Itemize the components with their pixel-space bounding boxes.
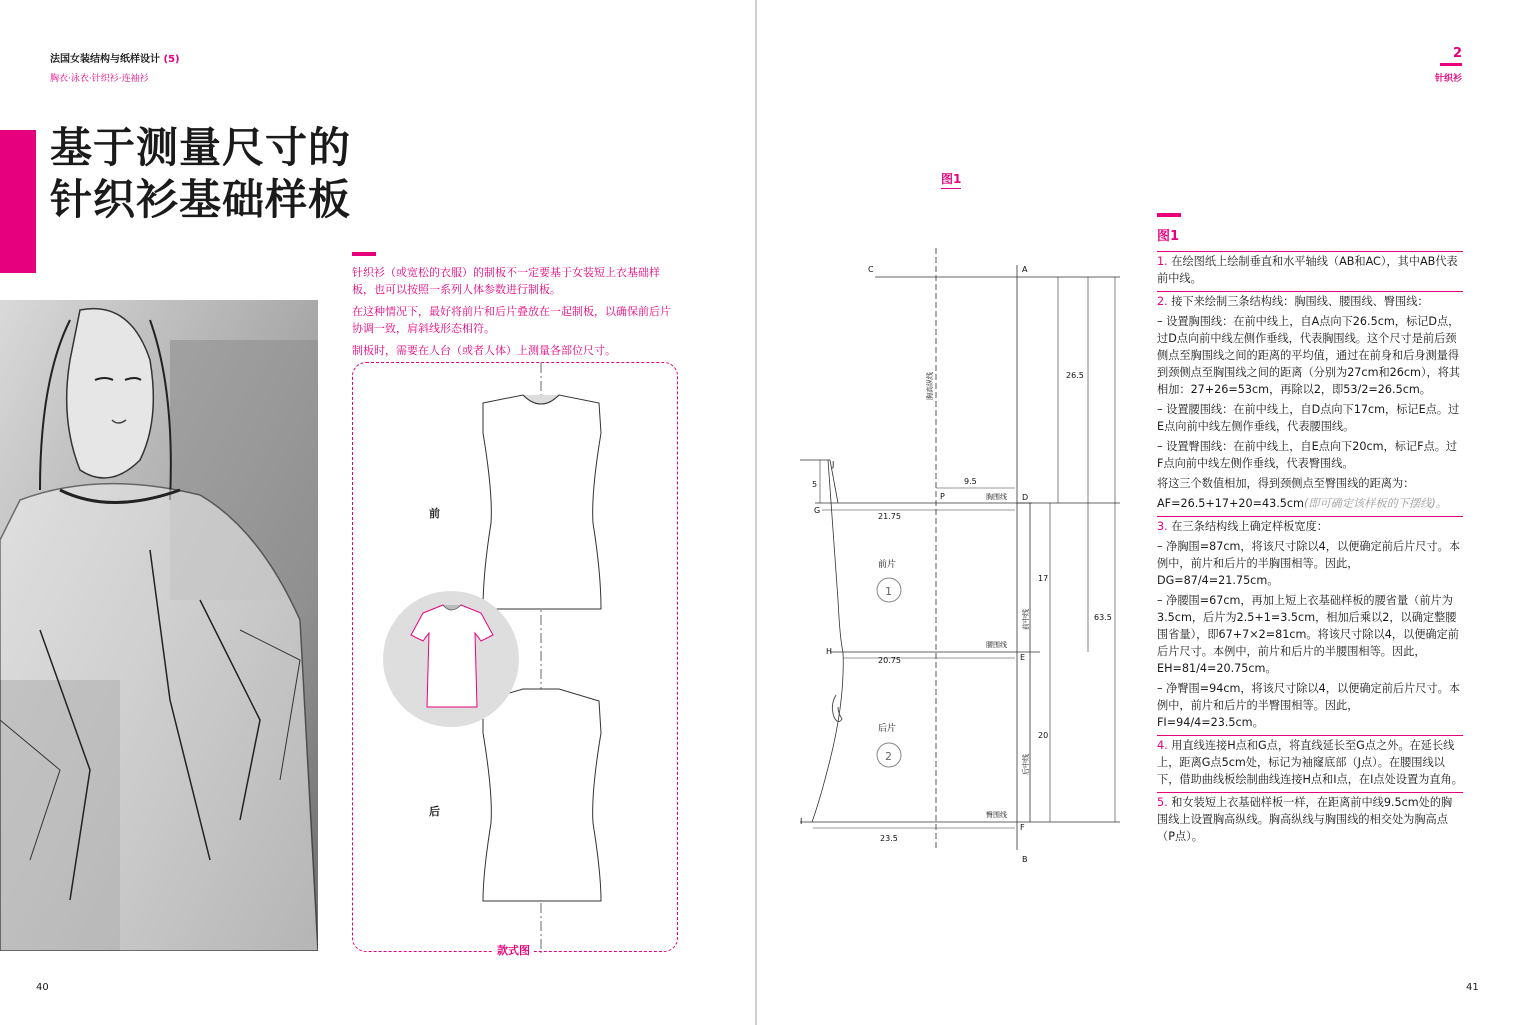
- point-h: H: [826, 647, 833, 656]
- dim-9-5: 9.5: [964, 477, 977, 486]
- pattern-draft-diagram: [790, 240, 1130, 870]
- page-gutter: [755, 0, 757, 1025]
- dim-26-5: 26.5: [1066, 371, 1084, 380]
- style-figure-frame: [352, 362, 678, 957]
- instruction-text: [1157, 228, 1463, 848]
- instruction-step-4: 4. 用直线连接H点和G点，将直线延长至G点之外。在延长线上，距离G点5cm处，标记为袖窿底部（J点）。在腰围线以下，借助曲线板绘制曲线连接H点和I点，在I点处设置为直角。: [1157, 736, 1463, 793]
- point-j: J: [832, 460, 835, 469]
- dim-17: 17: [1038, 574, 1049, 583]
- af-formula: AF=26.5+17+20=43.5cm: [1157, 497, 1304, 510]
- page-number-left: 40: [36, 982, 49, 993]
- dim-63-5: 63.5: [1094, 613, 1112, 622]
- dim-20-75: 20.75: [878, 656, 901, 665]
- point-p: P: [940, 492, 945, 501]
- title-line-2: 针织衫基础样板: [50, 175, 352, 224]
- instruction-step-5: 5. 和女装短上衣基础样板一样，在距离前中线9.5cm处的胸围线上设置胸高纵线。胸高纵线与胸围线的相交处为胸高点（P点）。: [1157, 796, 1453, 843]
- fashion-sketch-illustration: [0, 300, 318, 951]
- french-curve-icon: [832, 695, 842, 722]
- point-a: A: [1022, 265, 1028, 274]
- chapter-accent-bar: [1440, 63, 1462, 66]
- point-e: E: [1020, 653, 1026, 662]
- intro-para-3: 制板时，需要在人台（或者人体）上测量各部位尺寸。: [352, 344, 616, 357]
- dim-20: 20: [1038, 731, 1049, 740]
- waist-line-label: 腰围线: [986, 641, 1007, 649]
- dim-23-5: 23.5: [880, 834, 898, 843]
- figure-label: 图1: [941, 170, 961, 189]
- chapter-number: 2: [1452, 46, 1462, 61]
- point-b: B: [1022, 855, 1028, 864]
- bust-line-label: 胸围线: [986, 493, 1007, 501]
- dim-21-75: 21.75: [878, 512, 901, 521]
- style-figure-caption: 款式图: [493, 942, 534, 958]
- page-title: [50, 122, 351, 226]
- point-f: F: [1020, 823, 1025, 832]
- instruction-heading: 图1: [1157, 229, 1180, 244]
- book-header: [50, 50, 180, 65]
- center-front-line-label: 前中线: [1022, 609, 1030, 630]
- volume-number: (5): [163, 54, 180, 65]
- point-d: D: [1022, 493, 1029, 502]
- instruction-step-3: 3. 在三条结构线上确定样板宽度： – 净胸围=87cm，将该尺寸除以4，以便确定前后片尺寸。本例中，前片和后片的半胸围相等。因此，DG=87/4=21.75cm。 – 净腰围=67cm，再加上短上衣基础样板的腰省量（前片为3.5cm，后片为2.5+1=3.5cm，相加后乘以2，以确定整腰围省量），即67+7×2=81cm。将该尺寸除以4，以便确定前后片尺寸。本例中，前片和后片的半腰围相等。因此，EH=81/4=20.75cm。 – 净臀围=94cm，将该尺寸除以4，以便确定前后片尺寸。本例中，前片和后片的半臀围相等。因此，FI=94/4=23.5cm。: [1157, 517, 1463, 736]
- intro-para-2: 在这种情况下，最好将前片和后片叠放在一起制板，以确保前后片协调一致，肩斜线形态相符。: [352, 305, 671, 335]
- instruction-step-2: 2. 接下来绘制三条结构线：胸围线、腰围线、臀围线： – 设置胸围线：在前中线上，自A点向下26.5cm，标记D点，过D点向前中线左侧作垂线，代表胸围线。这个尺寸是前后颈侧点至胸围线之间的距离的平均值，通过在前身和后身测量得到颈侧点至胸围线之间的距离（分别为27cm和26cm），将其相加：27+26=53cm，再除以2，即53/2=26.5cm。 – 设置腰围线：在前中线上，自D点向下17cm，标记E点。过E点向前中线左侧作垂线，代表腰围线。 – 设置臀围线：在前中线上，自E点向下20cm，标记F点。过F点向前中线左侧作垂线，代表臀围线。 将这三个数值相加，得到颈侧点至臀围线的距离为： AF=26.5+17+20=43.5cm(即可确定该样板的下摆线)。: [1157, 292, 1463, 517]
- point-i: I: [800, 817, 803, 826]
- instruction-step-1: 1. 在绘图纸上绘制垂直和水平轴线（AB和AC），其中AB代表前中线。: [1157, 251, 1463, 292]
- title-accent-bar: [0, 130, 36, 273]
- dim-5: 5: [812, 480, 818, 489]
- book-subtitle: 胸衣·泳衣·针织衫·连袖衫: [50, 74, 149, 84]
- point-c: C: [868, 265, 874, 274]
- apex-vertical-line-label: 胸高纵线: [926, 372, 934, 400]
- front-label: 前: [429, 507, 440, 520]
- intro-text: [352, 264, 680, 364]
- intro-para-1: 针织衫（或宽松的衣服）的制板不一定要基于女装短上衣基础样板，也可以按照一系列人体参数进行制板。: [352, 266, 660, 296]
- front-piece-number: 1: [885, 585, 892, 598]
- title-line-1: 基于测量尺寸的: [50, 123, 352, 172]
- front-piece-label: 前片: [878, 560, 897, 570]
- page-number-right: 41: [1466, 982, 1479, 993]
- text-accent-dash: [1157, 213, 1181, 217]
- point-g: G: [814, 506, 821, 515]
- back-label: 后: [429, 805, 440, 818]
- intro-accent-dash: [352, 252, 376, 256]
- back-piece-number: 2: [885, 750, 892, 763]
- center-back-line-label: 后中线: [1022, 754, 1030, 775]
- book-title: 法国女装结构与纸样设计: [50, 54, 160, 65]
- hip-line-label: 臀围线: [986, 811, 1007, 819]
- chapter-name: 针织衫: [1434, 74, 1462, 84]
- back-piece-label: 后片: [878, 724, 897, 734]
